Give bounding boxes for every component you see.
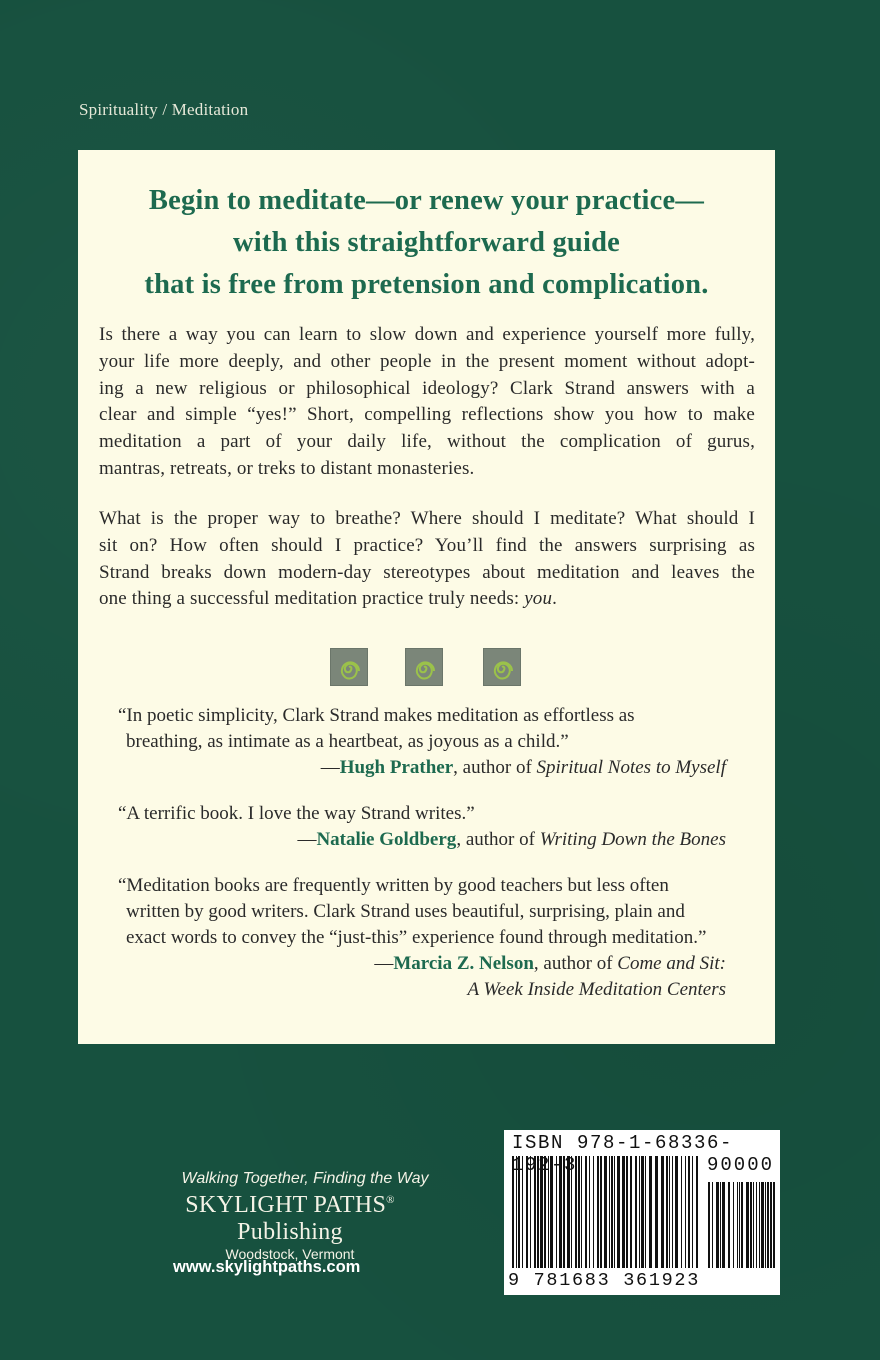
author-of: , author of (456, 829, 540, 850)
endorsement-quote (118, 801, 726, 853)
barcode-bar (712, 1182, 713, 1268)
book-title: Spiritual Notes to Myself (536, 757, 726, 778)
barcode-bar (737, 1182, 738, 1268)
paragraph-line: ing a new religious or philosophical ideology? Clark Strand answers with a (99, 377, 755, 399)
paragraph-line: Strand breaks down modern-day stereotypes about meditation and leaves the (99, 561, 755, 583)
publisher-location: Woodstock, Vermont (225, 1246, 355, 1262)
publisher-imprint (135, 1170, 445, 1262)
spiral-icon (405, 648, 443, 686)
quote-line: “In poetic simplicity, Clark Strand makes meditation as effortless as (118, 705, 635, 726)
publisher-suffix: Publishing (237, 1219, 343, 1245)
quote-line: breathing, as intimate as a heartbeat, as joyous as a child.” (126, 731, 569, 752)
barcode-bar (720, 1182, 721, 1268)
paragraph-line (99, 586, 755, 613)
barcode-bar (759, 1182, 760, 1268)
quote-line: written by good writers. Clark Strand uses beautiful, surprising, plain and (126, 901, 685, 922)
description-paragraph-2 (99, 506, 755, 613)
paragraph-line: What is the proper way to breathe? Where should I meditate? What should I (99, 508, 755, 529)
barcode-bar (733, 1182, 734, 1268)
spiral-icon (483, 648, 521, 686)
book-title: Writing Down the Bones (539, 829, 726, 850)
publisher-tagline: Walking Together, Finding the Way (181, 1170, 429, 1187)
barcode-bar (739, 1182, 740, 1268)
category-label: Spirituality / Meditation (79, 100, 249, 119)
barcode-bar (741, 1182, 743, 1268)
paragraph-line: clear and simple “yes!” Short, compelling reflections show you how to make (99, 404, 755, 426)
spiral-icon (330, 648, 368, 686)
barcode-bar (708, 1182, 710, 1268)
publisher-name (135, 1192, 445, 1246)
barcode-bar (753, 1182, 754, 1268)
price-code: 90000 (706, 1154, 774, 1176)
quote-line: “A terrific book. I love the way Strand writes.” (118, 803, 475, 824)
barcode-bar (765, 1182, 766, 1268)
author-of: , author of (453, 757, 537, 778)
barcode-bar (722, 1182, 725, 1268)
barcode-bar (728, 1182, 730, 1268)
author-name: Hugh Prather (339, 757, 454, 778)
author-of: , author of (533, 953, 618, 974)
ean-digits: 9 781683 361923 (508, 1270, 701, 1291)
book-title: Come and Sit: (617, 953, 726, 974)
paragraph-text: one thing a successful meditation practice truly needs: (99, 588, 520, 610)
book-title: A Week Inside Meditation Centers (467, 979, 726, 1000)
ornament-row (78, 648, 775, 688)
attribution-dash: — (297, 829, 317, 850)
publisher-website-link[interactable]: www.skylightpaths.com (173, 1258, 361, 1276)
barcode-bar (770, 1182, 772, 1268)
barcode-bar (716, 1182, 719, 1268)
quote-attribution (118, 755, 726, 781)
barcode-bar (761, 1182, 764, 1268)
description-panel (78, 150, 775, 1044)
paragraph-line: Is there a way you can learn to slow down and experience yourself more fully, (99, 324, 755, 345)
paragraph-line: your life more deeply, and other people in the present moment without adopt- (99, 350, 755, 372)
description-paragraph-1 (99, 322, 755, 483)
barcode-bar (750, 1182, 752, 1268)
registered-mark: ® (386, 1194, 395, 1206)
barcode-bar (756, 1182, 757, 1268)
paragraph-line: sit on? How often should I practice? You’ll find the answers surprising as (99, 534, 755, 556)
quote-attribution (118, 827, 726, 853)
barcode-bar (773, 1182, 775, 1268)
headline (78, 180, 775, 306)
paragraph-line: meditation a part of your daily life, without the complication of gurus, (99, 431, 755, 453)
paragraph-line: mantras, retreats, or treks to distant monasteries. (99, 457, 475, 479)
headline-line: with this straightforward guide (233, 227, 620, 258)
headline-line: that is free from pretension and complication. (144, 269, 709, 300)
isbn-barcode (504, 1130, 780, 1295)
quote-line: exact words to convey the “just-this” experience found through meditation.” (126, 927, 707, 948)
quote-attribution-line2 (118, 977, 726, 1003)
publisher-brand: SKYLIGHT PATHS (185, 1192, 387, 1218)
paragraph-end: . (552, 588, 558, 610)
isbn-label: ISBN 978-1-68336-192-3 (512, 1132, 734, 1176)
endorsement-quote (118, 873, 726, 1003)
quote-attribution (118, 951, 726, 977)
barcode-bar (746, 1182, 749, 1268)
author-name: Marcia Z. Nelson (393, 953, 534, 974)
barcode-bar (767, 1182, 769, 1268)
attribution-dash: — (320, 757, 340, 778)
quote-line: “Meditation books are frequently written by good teachers but less often (118, 875, 669, 896)
headline-line: Begin to meditate—or renew your practice— (148, 185, 705, 216)
attribution-dash: — (374, 953, 394, 974)
emphasis-word: you (524, 588, 553, 610)
author-name: Natalie Goldberg (316, 829, 457, 850)
endorsement-quote (118, 703, 726, 781)
